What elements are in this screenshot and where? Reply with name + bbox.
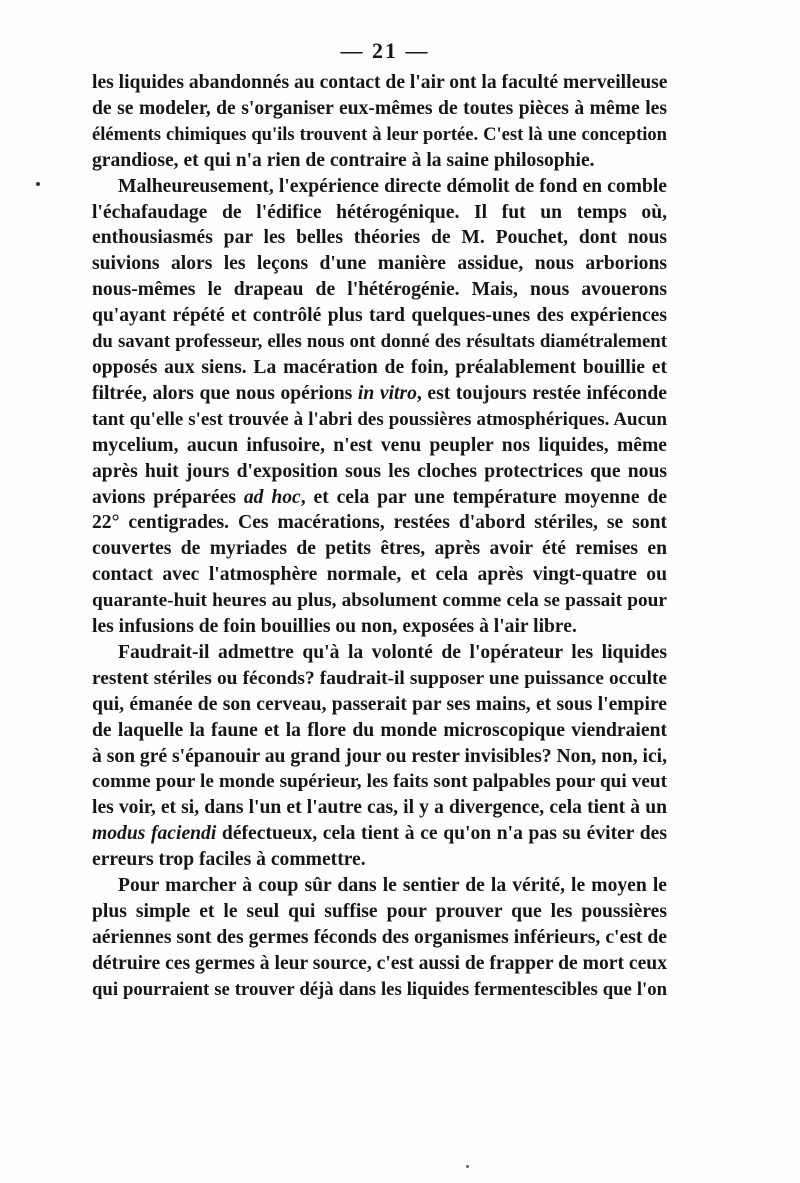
- text-line: du savant professeur, elles nous ont donné des résultats diamétralement: [92, 331, 667, 353]
- text-line: qui, émanée de son cerveau, passerait par ses mains, et sous l'empire: [92, 693, 667, 715]
- text-line: couvertes de myriades de petits êtres, après avoir été remises en: [92, 538, 667, 560]
- body-text: [92, 70, 667, 1003]
- text-line: après huit jours d'exposition sous les cloches protectrices que nous: [92, 460, 667, 482]
- paragraph-3: [92, 640, 667, 873]
- text-line: les liquides abandonnés au contact de l'air ont la faculté merveilleuse: [92, 72, 668, 93]
- text-line: erreurs trop faciles à commettre.: [92, 849, 366, 871]
- text-line: qui pourraient se trouver déjà dans les liquides fermentescibles que l'on: [92, 978, 667, 1000]
- text-line: de se modeler, de s'organiser eux-mêmes de toutes pièces à même les: [92, 97, 667, 119]
- text-line: détruire ces germes à leur source, c'est aussi de frapper de mort ceux: [92, 952, 667, 974]
- text-line: aériennes sont des germes féconds des organismes inférieurs, c'est de: [92, 926, 667, 948]
- text-line: les voir, et si, dans l'un et l'autre cas, il y a divergence, cela tient à un: [92, 797, 667, 819]
- text-line: qu'ayant répété et contrôlé plus tard quelques-unes des expériences: [92, 305, 667, 327]
- margin-mark: [36, 182, 40, 186]
- text-line: suivions alors les leçons d'une manière assidue, nous arborions: [92, 253, 667, 275]
- text-line: éléments chimiques qu'ils trouvent à leur portée. C'est là une conception: [92, 123, 667, 145]
- text-line: à son gré s'épanouir au grand jour ou rester invisibles? Non, non, ici,: [92, 745, 668, 767]
- text-line: quarante-huit heures au plus, absolument comme cela se passait pour: [92, 590, 667, 612]
- text-line: de laquelle la faune et la flore du monde microscopique viendraient: [92, 719, 667, 741]
- text-line: grandiose, et qui n'a rien de contraire à la saine philosophie.: [92, 149, 595, 171]
- text-line: modus faciendi défectueux, cela tient à ce qu'on n'a pas su éviter des: [92, 823, 667, 845]
- text-line: Pour marcher à coup sûr dans le sentier de la vérité, le moyen le: [118, 875, 667, 897]
- text-line: 22° centigrades. Ces macérations, restées d'abord stériles, se sont: [92, 512, 667, 534]
- page-speck: [466, 1165, 469, 1168]
- text-line: tant qu'elle s'est trouvée à l'abri des poussières atmosphériques. Aucun: [92, 408, 667, 430]
- text-line: contact avec l'atmosphère normale, et cela après vingt-quatre ou: [92, 564, 667, 586]
- text-line: filtrée, alors que nous opérions in vitro, est toujours restée inféconde: [92, 382, 667, 404]
- text-line: enthousiasmés par les belles théories de M. Pouchet, dont nous: [92, 227, 667, 249]
- text-line: opposés aux siens. La macération de foin, préalablement bouillie et: [92, 356, 667, 378]
- text-line: les infusions de foin bouillies ou non, exposées à l'air libre.: [92, 616, 577, 638]
- text-line: comme pour le monde supérieur, les faits sont palpables pour qui veut: [92, 771, 667, 793]
- text-line: restent stériles ou féconds? faudrait-il supposer une puissance occulte: [92, 667, 667, 689]
- text-line: Malheureusement, l'expérience directe démolit de fond en comble: [118, 175, 667, 197]
- text-line: avions préparées ad hoc, et cela par une température moyenne de: [92, 486, 668, 508]
- text-line: nous-mêmes le drapeau de l'hétérogénie. Mais, nous avouerons: [92, 279, 667, 301]
- paragraph-1: [92, 70, 667, 174]
- paragraph-4: [92, 873, 667, 1003]
- paragraph-2: [92, 174, 667, 640]
- text-line: Faudrait-il admettre qu'à la volonté de l'opérateur les liquides: [118, 641, 667, 663]
- page-number: — 21 —: [340, 38, 430, 63]
- text-line: l'échafaudage de l'édifice hétérogénique. Il fut un temps où,: [92, 201, 667, 223]
- text-line: plus simple et le seul qui suffise pour prouver que les poussières: [92, 901, 667, 922]
- text-line: mycelium, aucun infusoire, n'est venu peupler nos liquides, même: [92, 434, 667, 456]
